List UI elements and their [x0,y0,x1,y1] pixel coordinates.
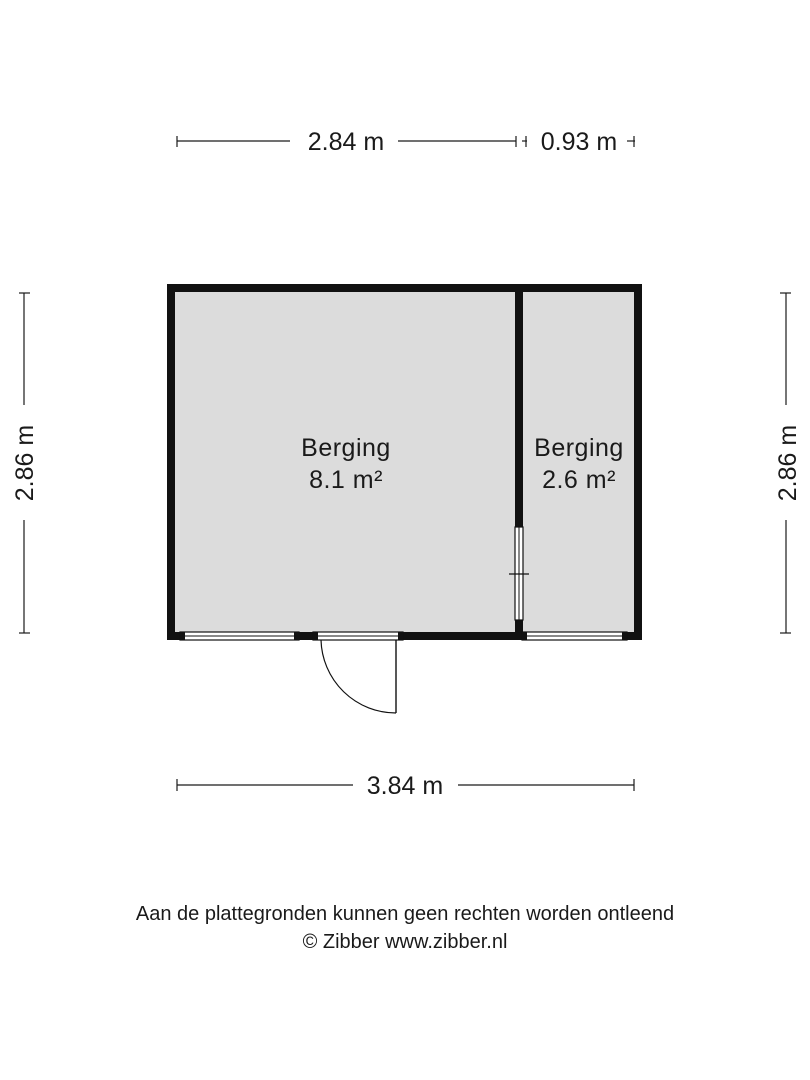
entrance-door [313,632,403,713]
footer [0,900,810,956]
room-floor-berging-small [523,292,636,633]
room-label-berging-small-name: Berging [534,434,624,462]
dimension-label-bottom: 3.84 m [366,772,444,800]
copyright-text: © Zibber www.zibber.nl [302,931,508,953]
window-bottom-right [522,632,627,640]
door-swing-arc [321,640,396,713]
dimension-label-top-right: 0.93 m [540,128,618,156]
room-label-berging-large-name: Berging [301,434,391,462]
dimension-label-top-left: 2.84 m [307,128,385,156]
disclaimer-text: Aan de plattegronden kunnen geen rechten worden ontleend [135,903,675,925]
dimension-label-left: 2.86 m [11,424,39,502]
dimension-label-right: 2.86 m [774,424,802,502]
window-bottom-left [180,632,299,640]
room-floor-berging-large [174,292,518,633]
room-label-berging-small-area: 2.6 m² [542,466,616,494]
room-label-berging-large-area: 8.1 m² [309,466,383,494]
